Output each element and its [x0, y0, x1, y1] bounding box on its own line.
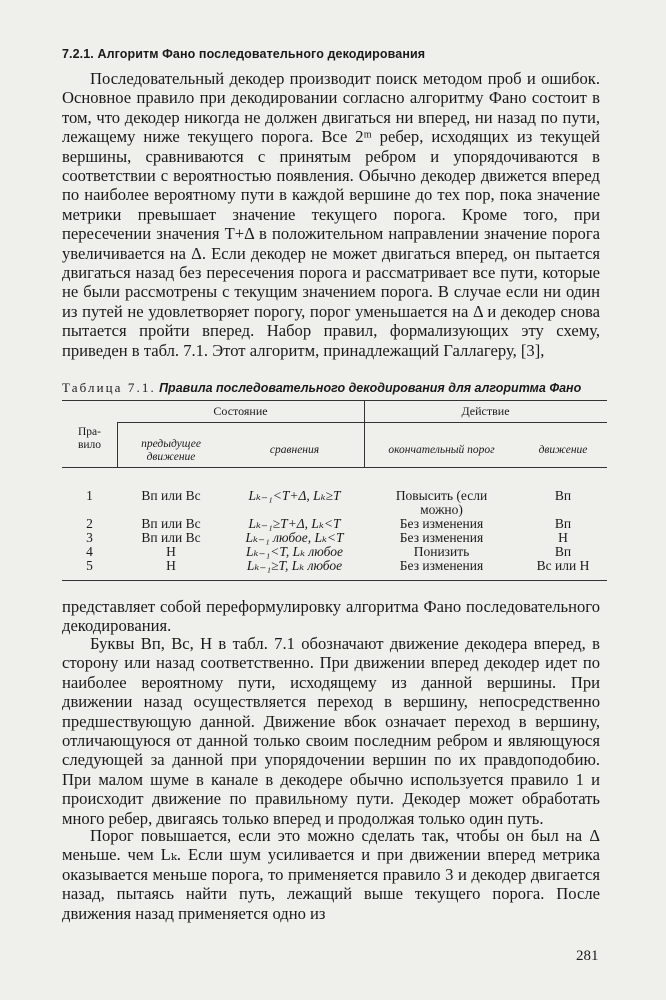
cell-move: Вп: [554, 488, 572, 503]
cell-threshold: Без изменения: [399, 516, 484, 531]
cell-rule: 2: [86, 516, 93, 531]
paragraph-threshold: Порог повышается, если это можно сделать так, чтобы он был на Δ меньше. чем Lₖ. Если шум усиливается и при движении вперед метрика оказывается меньше порога, то применяется правило 3 и декодер двигается назад, пытаясь найти путь, лежащий выше текущего порога. После движения назад применяется одно из: [62, 826, 600, 923]
cell-rule: 5: [86, 558, 93, 573]
table-rule-bottom: [62, 580, 607, 581]
cell-rule: 1: [86, 488, 93, 503]
table-rule-top: [62, 400, 607, 401]
table-caption-title: Правила последовательного декодирования для алгоритма Фано: [159, 381, 582, 395]
cell-threshold: Без изменения: [399, 530, 484, 545]
cell-rule: 3: [86, 530, 93, 545]
cell-previous: Н: [166, 544, 176, 559]
paragraph-continuation: представляет собой переформулировку алгоритма Фано последовательного декодирования.: [62, 597, 600, 636]
cell-move: Вп: [554, 544, 572, 559]
cell-threshold: Понизить: [413, 544, 470, 559]
cell-previous: Вп или Вс: [141, 516, 201, 531]
cell-previous: Вп или Вс: [141, 488, 201, 503]
header-movement: движение: [538, 444, 588, 456]
header-previous-move: предыдущее движение: [141, 438, 201, 463]
cell-previous: Вп или Вс: [141, 530, 201, 545]
header-final-threshold: окончательный порог: [388, 444, 495, 456]
cell-move: Вс или Н: [536, 558, 590, 573]
table-rule-group: [117, 422, 607, 423]
cell-rule: 4: [86, 544, 93, 559]
cell-previous: Н: [166, 558, 176, 573]
cell-comparison: Lₖ₋₁<T+Δ, Lₖ≥T: [248, 488, 341, 503]
header-comparison: сравнения: [269, 444, 320, 456]
paragraph-intro: Последовательный декодер производит поиск методом проб и ошибок. Основное правило при декодировании согласно алгоритму Фано состоит в том, что декодер никогда не должен двигаться ни вперед, ни назад по пути, лежащему ниже текущего порога. Все 2ᵐ ребер, исходящих из текущей вершины, сравниваются с принятым ребром и упорядочиваются в соответствии с вероятностью появления. Обычно декодер движется вперед по наиболее вероятному пути в каждой вершине до тех пор, пока значение метрики превышает значение текущего порога. Кроме того, при пересечении значения T+Δ в положительном направлении значение порога увеличивается на Δ. Если декодер не может двигаться вперед, он пытается двигаться назад без пересечения порога и рассматривает все пути, которые не были рассмотрены с текущим значением порога. В случае если ни один из путей не удовлетворяет порогу, порог уменьшается на Δ и декодер снова пытается пройти вперед. Набор правил, формализующих эту схему, приведен в табл. 7.1. Этот алгоритм, принадлежащий Галлагеру, [3],: [62, 69, 600, 360]
header-state: Состояние: [213, 404, 268, 418]
cell-threshold: Повысить (если можно): [395, 488, 488, 517]
table-caption-label: Таблица 7.1.: [62, 380, 156, 395]
cell-comparison: Lₖ₋₁≥T+Δ, Lₖ<T: [248, 516, 341, 531]
cell-comparison: Lₖ₋₁ любое, Lₖ<T: [245, 530, 344, 545]
cell-threshold: Без изменения: [399, 558, 484, 573]
paragraph-movement-letters: Буквы Вп, Вс, Н в табл. 7.1 обозначают движение декодера вперед, в сторону или назад соответственно. При движении вперед декодер идет по наиболее вероятному пути, исходящему из данной вершины. При движении назад осуществляется переход в вершину, непосредственно предшествующую данной. Движение вбок означает переход в вершину, отличающуюся от данной только своим последним ребром и являющуюся следующей за данной при упорядочении вершин по их правдоподобию. При малом шуме в канале в декодере обычно используется правило 1 и происходит движение по правильному пути. Декодер может обработать много ребер, двигаясь только вперед и продолжая только один путь.: [62, 634, 600, 828]
table-rule-header: [62, 467, 607, 468]
cell-comparison: Lₖ₋₁<T, Lₖ любое: [245, 544, 343, 559]
cell-move: Н: [558, 530, 568, 545]
cell-move: Вп: [554, 516, 572, 531]
section-heading: 7.2.1. Алгоритм Фано последовательного декодирования: [62, 47, 426, 61]
header-rule: Пра- вило: [77, 426, 102, 451]
header-action: Действие: [461, 404, 510, 418]
cell-comparison: Lₖ₋₁≥T, Lₖ любое: [246, 558, 343, 573]
page-number: 281: [576, 948, 599, 964]
table-caption: [62, 380, 607, 396]
